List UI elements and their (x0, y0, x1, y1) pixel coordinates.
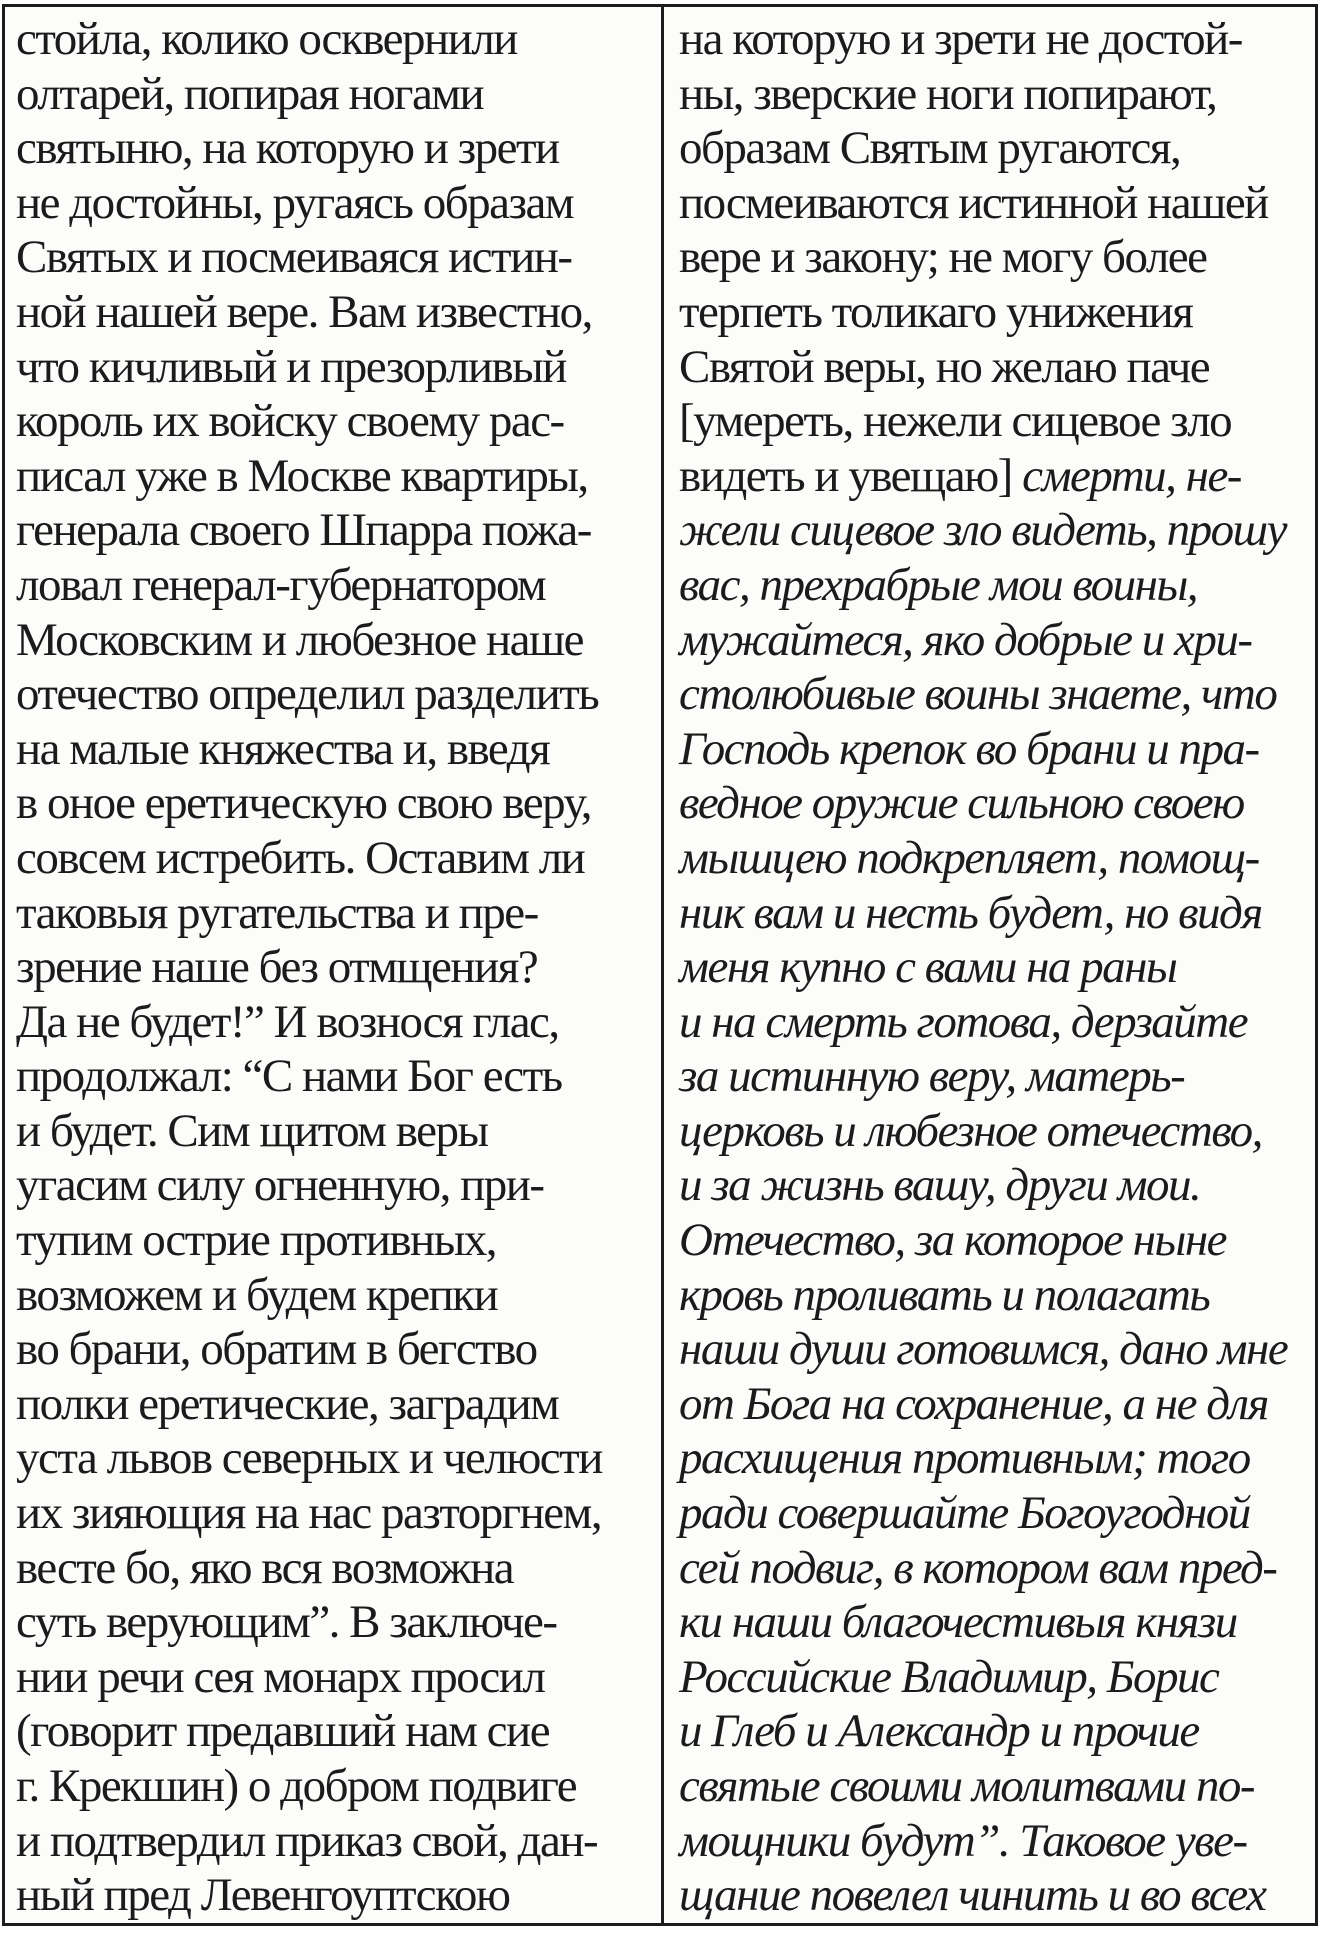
text-line (16, 1595, 655, 1650)
regular-text-run: ный пред Левенгоуптскою (16, 1869, 510, 1922)
text-line (16, 12, 655, 67)
regular-text-run: Московским и любезное наше (16, 613, 584, 666)
text-line (16, 340, 655, 395)
text-line (679, 886, 1311, 941)
text-line (679, 776, 1311, 831)
text-line (679, 1377, 1311, 1432)
regular-text-run: писал уже в Москве квартиры, (16, 449, 588, 502)
text-line (679, 449, 1311, 504)
italic-text-run: ник вам и несть будет, но видя (679, 886, 1262, 939)
regular-text-run: Святых и посмеиваяся истин- (16, 231, 572, 284)
regular-text-run: [умереть, нежели сицевое зло (679, 395, 1232, 448)
regular-text-run: генерала своего Шпарра пожа- (16, 504, 591, 557)
text-line (679, 1595, 1311, 1650)
regular-text-run: что кичливый и презорливый (16, 340, 566, 393)
italic-text-run: столюбивые воины знаете, что (679, 668, 1277, 721)
regular-text-run: святыню, на которую и зрети (16, 122, 559, 175)
text-line (679, 1322, 1311, 1377)
regular-text-run: ной нашей вере. Вам известно, (16, 285, 592, 338)
text-line (16, 1213, 655, 1268)
italic-text-run: мужайтеся, яко добрые и хри- (679, 613, 1252, 666)
text-line (679, 1158, 1311, 1213)
regular-text-run: ны, зверские ноги попирают, (679, 67, 1217, 120)
text-line (16, 121, 655, 176)
text-line (16, 1431, 655, 1486)
italic-text-run: ради совершайте Богоугодной (679, 1487, 1250, 1540)
text-line (679, 1868, 1311, 1923)
regular-text-run: на которую и зрети не достой- (679, 13, 1242, 65)
italic-text-run: от Бога на сохранение, а не для (679, 1377, 1268, 1430)
text-line (16, 503, 655, 558)
regular-text-run: на малые княжества и, введя (16, 722, 550, 775)
text-line (679, 1431, 1311, 1486)
text-line (679, 722, 1311, 777)
italic-text-run: Господь крепок во брани и пра- (679, 722, 1259, 775)
italic-text-run: Отечество, за которое ныне (679, 1214, 1227, 1267)
regular-text-run: весте бо, яко вся возможна (16, 1541, 514, 1594)
text-line (679, 230, 1311, 285)
text-line (16, 176, 655, 231)
regular-text-run: их зияющия на нас разторгнем, (16, 1487, 602, 1540)
italic-text-run: святые своими молитвами по- (679, 1760, 1254, 1812)
italic-text-run: мышцею подкрепляет, помощ- (679, 831, 1259, 884)
regular-text-run: возможем и будем крепки (16, 1268, 498, 1321)
italic-text-run: сей подвиг, в котором вам пред- (679, 1541, 1277, 1594)
text-line (16, 1704, 655, 1759)
text-line (679, 1104, 1311, 1159)
regular-text-run: стойла, колико осквернили (16, 13, 517, 65)
text-line (16, 1814, 655, 1869)
regular-text-run: олтарей, попирая ногами (16, 67, 484, 120)
text-line (16, 1268, 655, 1323)
regular-text-run: тупим острие противных, (16, 1214, 497, 1267)
text-line (16, 449, 655, 504)
text-line (16, 1650, 655, 1705)
regular-text-run: таковыя ругательства и пре- (16, 886, 538, 939)
regular-text-run: ловал генерал-губернатором (16, 558, 546, 611)
regular-text-run: (говорит предавший нам сие (16, 1705, 550, 1758)
italic-text-run: мощники будут”. Таковое уве- (679, 1814, 1247, 1867)
italic-text-run: церковь и любезное отечество, (679, 1104, 1262, 1157)
text-line (679, 394, 1311, 449)
italic-text-run: Российские Владимир, Борис (679, 1650, 1219, 1703)
text-line (679, 67, 1311, 122)
text-line (16, 667, 655, 722)
column-left (5, 7, 664, 1923)
text-line (16, 831, 655, 886)
regular-text-run: продолжал: “С нами Бог есть (16, 1050, 562, 1103)
regular-text-run: полки еретические, заградим (16, 1377, 559, 1430)
text-line (16, 558, 655, 613)
regular-text-run: и будет. Сим щитом веры (16, 1104, 488, 1157)
regular-text-run: совсем истребить. Оставим ли (16, 831, 585, 884)
text-line (16, 1322, 655, 1377)
regular-text-run: видеть и увещаю] (679, 449, 1023, 502)
regular-text-run: Да не будет!” И вознося глас, (16, 995, 559, 1048)
text-line (16, 1158, 655, 1213)
text-line (16, 1104, 655, 1159)
text-line (679, 176, 1311, 231)
regular-text-run: посмеиваются истинной нашей (679, 176, 1268, 229)
regular-text-run: во брани, обратим в бегство (16, 1323, 537, 1376)
regular-text-run: угасим силу огненную, при- (16, 1159, 544, 1212)
text-line (16, 1759, 655, 1814)
italic-text-run: кровь проливать и полагать (679, 1268, 1210, 1321)
regular-text-run: и подтвердил приказ свой, дан- (16, 1814, 598, 1867)
italic-text-run: за истинную веру, матерь- (679, 1050, 1185, 1103)
text-line (16, 940, 655, 995)
text-line (16, 722, 655, 777)
text-line (679, 340, 1311, 395)
text-line (679, 1650, 1311, 1705)
italic-text-run: ведное оружие сильною своею (679, 777, 1244, 830)
regular-text-run: в оное еретическую свою веру, (16, 777, 592, 830)
text-line (679, 1486, 1311, 1541)
text-line (679, 1049, 1311, 1104)
text-line (16, 1868, 655, 1923)
page-frame (2, 4, 1318, 1926)
text-line (679, 940, 1311, 995)
regular-text-run: зрение наше без отмщения? (16, 941, 538, 994)
text-line (679, 285, 1311, 340)
text-line (679, 1268, 1311, 1323)
text-line (16, 1486, 655, 1541)
regular-text-run: г. Крекшин) о добром подвиге (16, 1760, 577, 1812)
text-line (679, 995, 1311, 1050)
text-line (16, 995, 655, 1050)
italic-text-run: вас, прехрабрые мои воины, (679, 558, 1198, 611)
text-line (679, 613, 1311, 668)
text-line (16, 776, 655, 831)
italic-text-run: ки наши благочестивыя князи (679, 1596, 1237, 1649)
text-line (679, 121, 1311, 176)
text-line (679, 1814, 1311, 1869)
text-line (679, 558, 1311, 613)
italic-text-run: и за жизнь вашу, други мои. (679, 1159, 1201, 1212)
italic-text-run: и Глеб и Александр и прочие (679, 1705, 1199, 1758)
column-right (664, 7, 1315, 1923)
italic-text-run: смерти, не- (1022, 449, 1241, 502)
regular-text-run: Святой веры, но желаю паче (679, 340, 1210, 393)
text-line (679, 1759, 1311, 1814)
italic-text-run: расхищения противным; того (679, 1432, 1250, 1485)
text-line (679, 831, 1311, 886)
regular-text-run: образам Святым ругаются, (679, 122, 1181, 175)
text-line (16, 285, 655, 340)
italic-text-run: меня купно с вами на раны (679, 941, 1177, 994)
text-line (16, 613, 655, 668)
text-line (16, 1541, 655, 1596)
text-line (16, 1377, 655, 1432)
regular-text-run: уста львов северных и челюсти (16, 1432, 602, 1485)
regular-text-run: не достойны, ругаясь образам (16, 176, 574, 229)
italic-text-run: жели сицевое зло видеть, прошу (679, 504, 1286, 557)
regular-text-run: вере и закону; не могу более (679, 231, 1207, 284)
regular-text-run: суть верующим”. В заключе- (16, 1596, 557, 1649)
text-line (679, 12, 1311, 67)
text-line (16, 394, 655, 449)
text-line (16, 230, 655, 285)
italic-text-run: щание повелел чинить и во всех (679, 1869, 1266, 1922)
text-line (679, 1704, 1311, 1759)
text-line (16, 1049, 655, 1104)
text-line (16, 886, 655, 941)
text-line (679, 1213, 1311, 1268)
regular-text-run: отечество определил разделить (16, 668, 599, 721)
text-line (679, 667, 1311, 722)
text-line (679, 1541, 1311, 1596)
text-line (16, 67, 655, 122)
regular-text-run: нии речи сея монарх просил (16, 1650, 545, 1703)
text-line (679, 503, 1311, 558)
italic-text-run: и на смерть готова, дерзайте (679, 995, 1248, 1048)
regular-text-run: король их войску своему рас- (16, 395, 564, 448)
italic-text-run: наши души готовимся, дано мне (679, 1323, 1288, 1376)
regular-text-run: терпеть толикаго унижения (679, 285, 1193, 338)
